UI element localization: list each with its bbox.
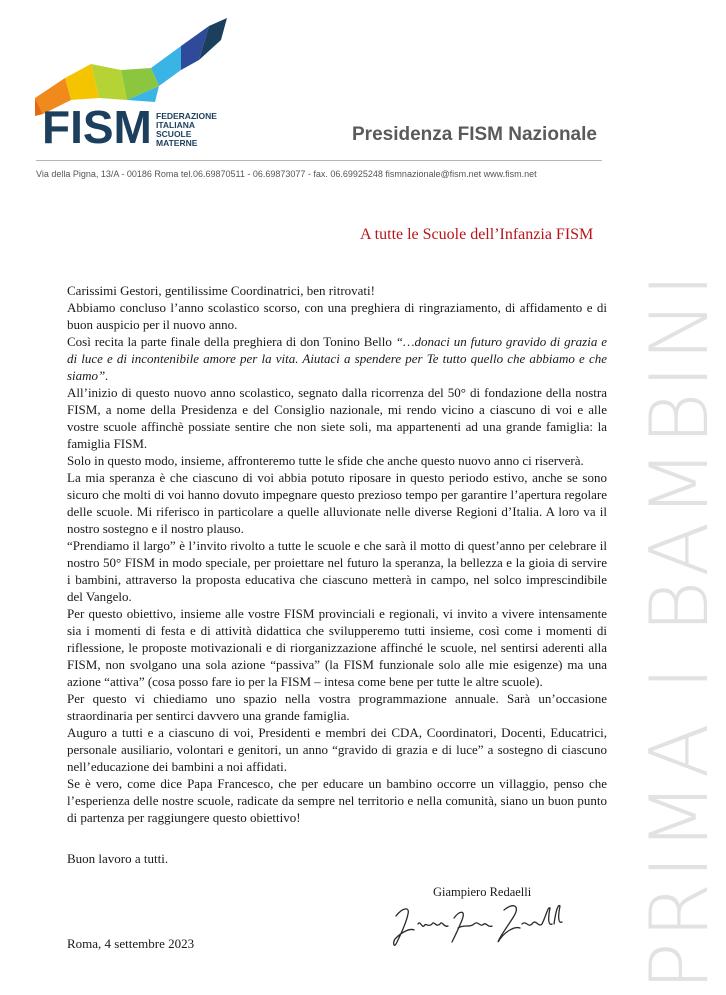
- paragraph: Così recita la parte finale della preghiera di don Tonino Bello “…donaci un futuro gravido di grazia e di luce e di incontenibile amore per la vita. Aiutaci a spendere per Te tutto quello che abbiamo e che siamo”.: [67, 334, 607, 383]
- paragraph: Per questo vi chiediamo uno spazio nella vostra programmazione annuale. Sarà un’occasione straordinaria per sentirci davvero una grande famiglia.: [67, 691, 607, 723]
- greeting: Carissimi Gestori, gentilissime Coordinatrici, ben ritrovati!: [67, 283, 375, 298]
- place-date: Roma, 4 settembre 2023: [67, 936, 195, 951]
- header-divider: [36, 160, 602, 161]
- header-title: Presidenza FISM Nazionale: [352, 124, 597, 145]
- handwritten-signature: [388, 898, 578, 950]
- paragraph: “Prendiamo il largo” è l’invito rivolto a tutte le scuole e che sarà il motto di quest’anno per celebrare il nostro 50° FISM in modo speciale, per proiettare nel futuro la speranza, la bellezza e la gioia di servire i bambini, attraverso la proposta educativa che ciascuno metterà in campo, nel solco imprescindibile del Vangelo.: [67, 538, 607, 604]
- addressee: A tutte le Scuole dell’Infanzia FISM: [360, 226, 594, 243]
- quote: “…donaci un futuro gravido di grazia e di luce e di incontenibile amore per la vita. Aiutaci a spendere per Te tutto quello che abbiamo e che siamo”.: [67, 334, 607, 383]
- logo-subtitle: FEDERAZIONE ITALIANA SCUOLE MATERNE: [156, 111, 217, 148]
- paragraph: All’inizio di questo nuovo anno scolastico, segnato dalla ricorrenza del 50° di fondazione della nostra FISM, a nome della Presidenza e del Consiglio nazionale, mi rendo vicino a ciascuno di voi e alle vostre scuole affinchè possiate sentire che non siete soli, ma appartenenti ad una grande famiglia: la famiglia FISM.: [67, 385, 607, 451]
- side-motto: PRIMA I BAMBINI: [633, 269, 726, 991]
- paragraph: Solo in questo modo, insieme, affronteremo tutte le sfide che anche questo nuovo anno ci riserverà.: [67, 453, 584, 468]
- paragraph: Auguro a tutti e a ciascuno di voi, Presidenti e membri dei CDA, Coordinatori, Docenti, Educatrici, personale ausiliario, volontari e genitori, un anno “gravido di grazia e di luce” a sostegno di ciascuno nell’educazione dei bambini a noi affidati.: [67, 725, 607, 774]
- header-address: Via della Pigna, 13/A - 00186 Roma tel.06.69870511 - 06.69873077 - fax. 06.69925248 fismnazionale@fism.net www.fism.net: [36, 169, 537, 179]
- signer-name: Giampiero Redaelli: [433, 885, 532, 899]
- closing: Buon lavoro a tutti.: [67, 851, 169, 866]
- logo-wordmark: FISM: [42, 101, 152, 153]
- paragraph: Se è vero, come dice Papa Francesco, che per educare un bambino occorre un villaggio, penso che l’esperienza delle nostre scuole, radicate da sempre nel territorio e nella comunità, siano un buon punto di partenza per raggiungere questo obiettivo!: [67, 776, 607, 825]
- paragraph: Abbiamo concluso l’anno scolastico scorso, con una preghiera di ringraziamento, di affidamento e di buon auspicio per il nuovo anno.: [67, 300, 607, 332]
- letter-body: [67, 282, 607, 826]
- paragraph: La mia speranza è che ciascuno di voi abbia potuto riposare in questo periodo estivo, anche se sono sicuro che molti di voi hanno dovuto impegnare questo prezioso tempo per garantire l’apertura regolare delle scuole. Mi riferisco in particolare a quelle alluvionate nelle diverse Regioni d’Italia. A loro va il nostro sostegno e il nostro plauso.: [67, 470, 607, 536]
- paragraph: Per questo obiettivo, insieme alle vostre FISM provinciali e regionali, vi invito a vivere intensamente sia i momenti di festa e di attività didattica che svilupperemo tutti insieme, così come i momenti di riflessione, le proposte motivazionali e di riorganizzazione affinché le scuole, nel sentirsi aderenti alla FISM, non svolgano una sola azione “passiva” (la FISM funzionale solo alle mie esigenze) ma una azione “attiva” (cosa posso fare io per la FISM – intesa come bene per tutte le altre scuole).: [67, 606, 607, 689]
